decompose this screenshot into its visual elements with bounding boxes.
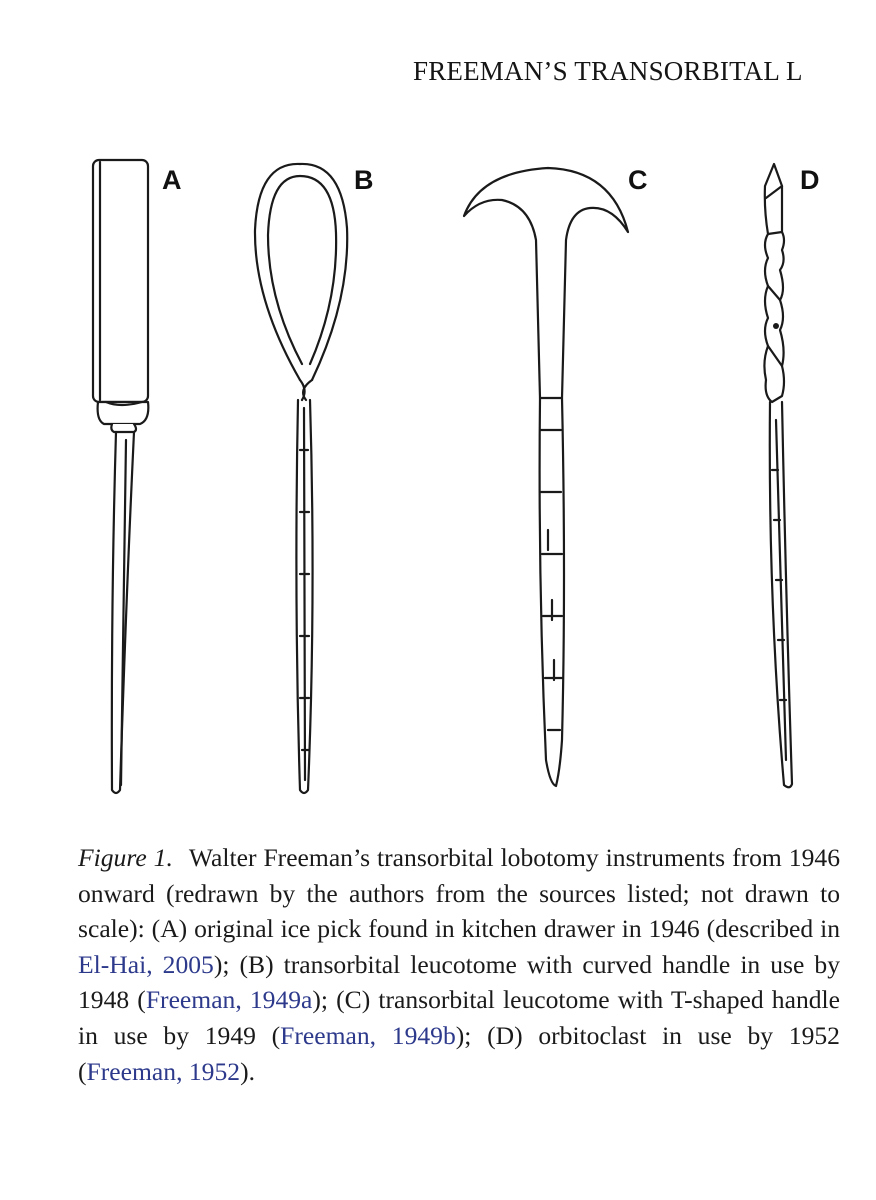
instrument-b-curved-handle-leucotome <box>255 164 347 793</box>
caption-text-4: ); (D) orbitoclast in use by 1952 ( <box>78 1020 840 1086</box>
caption-text-5: ). <box>240 1056 255 1086</box>
citation-link-el-hai-2005[interactable]: El-Hai, 2005 <box>78 949 214 979</box>
citation-link-freeman-1952[interactable]: Freeman, 1952 <box>86 1056 241 1086</box>
panel-label-d: D <box>800 165 820 195</box>
figure-label: Figure 1. <box>78 843 173 872</box>
instrument-d-orbitoclast <box>764 164 792 787</box>
citation-link-freeman-1949a[interactable]: Freeman, 1949a <box>145 985 313 1015</box>
panel-label-b: B <box>354 165 374 195</box>
caption-text-2: ); (B) transorbital leucotome with curved handle in use by 1948 ( <box>78 949 840 1015</box>
caption-text-3: ); (C) transorbital leucotome with T-shaped handle in use by 1949 ( <box>78 985 841 1050</box>
instrument-a-ice-pick <box>93 160 148 793</box>
citation-link-freeman-1949b[interactable]: Freeman, 1949b <box>280 1020 456 1050</box>
panel-label-a: A <box>162 165 182 195</box>
running-head: FREEMAN’S TRANSORBITAL L <box>413 56 803 86</box>
figure-caption <box>78 840 840 1089</box>
panel-label-c: C <box>628 165 648 195</box>
caption-text-1: Walter Freeman’s transorbital lobotomy instruments from 1946 onward (redrawn by the authors from the sources listed; not drawn to scale): (A) original ice pick found in kitchen drawer in 1946 (described in <box>78 843 840 944</box>
instrument-c-t-handle-leucotome <box>464 168 628 786</box>
